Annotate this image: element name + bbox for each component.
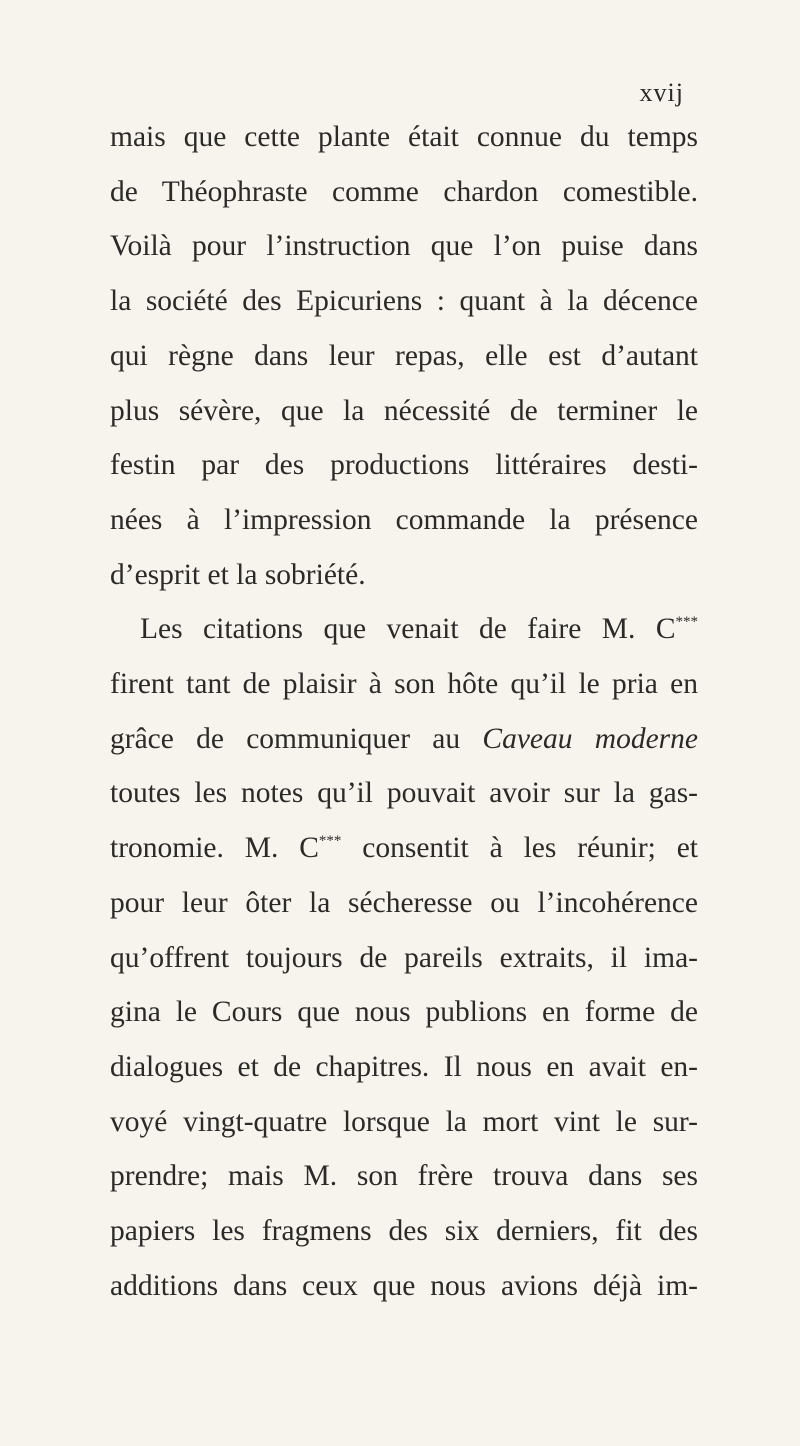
text-line: mais que cette plante était connue du temps (110, 121, 698, 153)
italic-title: Caveau moderne (482, 722, 698, 755)
page-folio: xvij (639, 78, 684, 107)
text-line: la société des Epicuriens : quant à la décence (110, 285, 698, 318)
text-line: firent tant de plaisir à son hôte qu’il le pria en (110, 668, 698, 701)
text-fragment: consentit à les réunir; et (341, 832, 698, 865)
text-fragment: tronomie. M. C (110, 832, 319, 865)
text-line: additions dans ceux que nous avions déjà im- (110, 1269, 698, 1302)
superscript: *** (675, 614, 698, 631)
text-line: papiers les fragmens des six derniers, fit des (110, 1215, 698, 1248)
text-line (110, 821, 698, 876)
text-line: Voilà pour l’instruction que l’on puise dans (110, 230, 698, 263)
text-line: qu’offrent toujours de pareils extraits, il ima- (110, 941, 698, 974)
body-text (110, 110, 698, 1313)
text-line: qui règne dans leur repas, elle est d’autant (110, 339, 698, 372)
text-line: d’esprit et la sobriété. (110, 558, 366, 591)
text-line: plus sévère, que la nécessité de terminer le (110, 394, 698, 427)
text-line: dialogues et de chapitres. Il nous en avait en- (110, 1050, 698, 1083)
text-line: toutes les notes qu’il pouvait avoir sur la gas- (110, 777, 698, 810)
text-line: festin par des productions littéraires desti- (110, 449, 698, 482)
text-line (110, 602, 698, 657)
text-fragment: Les citations que venait de faire M. C (140, 613, 676, 646)
text-line: voyé vingt-quatre lorsque la mort vint le sur- (110, 1105, 698, 1138)
text-line: de Théophraste comme chardon comestible. (110, 175, 698, 208)
superscript: *** (318, 833, 342, 850)
text-line (110, 712, 698, 767)
text-line: prendre; mais M. son frère trouva dans ses (110, 1160, 698, 1193)
text-fragment: grâce de communiquer au (110, 722, 483, 755)
text-line: gina le Cours que nous publions en forme de (110, 996, 698, 1029)
text-line: pour leur ôter la sécheresse ou l’incohérence (110, 886, 698, 919)
text-line: nées à l’impression commande la présence (110, 503, 698, 536)
